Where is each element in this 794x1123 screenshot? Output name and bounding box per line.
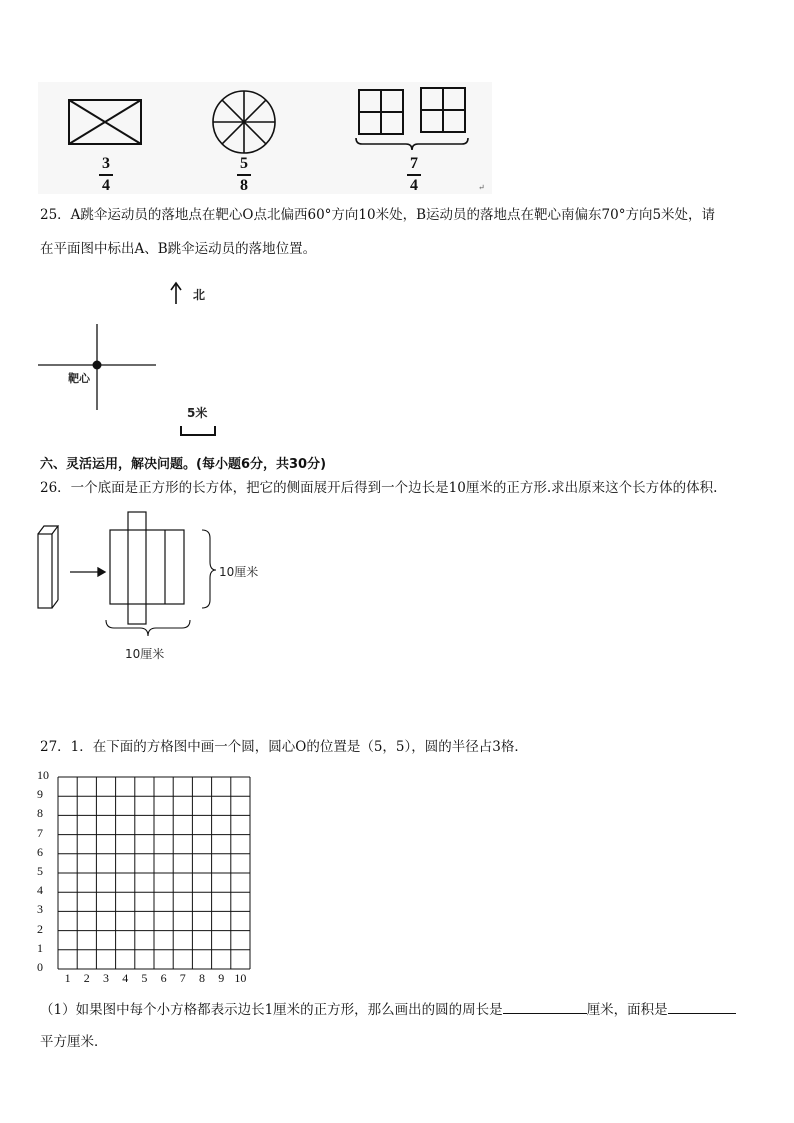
fraction-numerator: 7 bbox=[410, 155, 418, 172]
perimeter-answer-blank[interactable] bbox=[503, 999, 587, 1014]
arrow-right bbox=[70, 568, 105, 576]
svg-text:↵: ↵ bbox=[478, 183, 485, 192]
north-arrow bbox=[171, 283, 181, 304]
coordinate-grid bbox=[57, 776, 251, 970]
section-six-heading: 六、灵活运用，解决问题。(每小题6分，共30分) bbox=[40, 457, 327, 472]
sub1-text-part2: 厘米，面积是 bbox=[586, 1002, 668, 1018]
fraction-bar bbox=[407, 174, 421, 176]
y-tick-label: 6 bbox=[37, 844, 43, 859]
x-tick-label: 8 bbox=[199, 971, 205, 985]
fraction-five-eighths bbox=[224, 155, 264, 195]
fraction-bar bbox=[99, 174, 113, 176]
circle-eighths bbox=[213, 91, 275, 153]
scale-bar bbox=[181, 426, 215, 435]
grid-x-axis-labels bbox=[57, 971, 257, 987]
fraction-denominator: 8 bbox=[240, 177, 248, 194]
x-tick-label: 9 bbox=[218, 971, 225, 985]
fraction-bar bbox=[237, 174, 251, 176]
x-tick-label: 5 bbox=[141, 971, 148, 985]
scale-label: 5米 bbox=[187, 406, 208, 420]
unfolded-net bbox=[110, 512, 184, 624]
y-tick-label: 2 bbox=[37, 921, 43, 936]
cuboid-unfold-diagram bbox=[36, 508, 236, 644]
bullseye-center-dot bbox=[93, 361, 102, 370]
y-tick-label: 5 bbox=[37, 864, 43, 878]
x-tick-label: 10 bbox=[234, 971, 247, 985]
cuboid-3d bbox=[38, 526, 58, 608]
x-tick-label: 1 bbox=[64, 971, 71, 985]
width-dimension-label: 10厘米 bbox=[125, 647, 165, 661]
question-27-sub1 bbox=[40, 999, 736, 1019]
question-25-line2: 在平面图中标出A、B跳伞运动员的落地位置。 bbox=[40, 241, 317, 257]
question-27-sub1-line2: 平方厘米． bbox=[40, 1034, 108, 1050]
x-tick-label: 3 bbox=[103, 971, 109, 985]
question-25-line1: 25．A跳伞运动员的落地点在靶心O点北偏西60°方向10米处，B运动员的落地点在靶心南偏东70°方向5米处，请 bbox=[40, 207, 716, 223]
bullseye-label: 靶心 bbox=[68, 372, 90, 385]
x-tick-label: 4 bbox=[122, 971, 129, 985]
y-tick-label: 10 bbox=[37, 768, 49, 782]
sub1-text-part1: （1）如果图中每个小方格都表示边长1厘米的正方形，那么画出的圆的周长是 bbox=[40, 1002, 503, 1018]
y-tick-label: 0 bbox=[37, 960, 43, 974]
bottom-brace bbox=[106, 620, 190, 636]
fraction-denominator: 4 bbox=[410, 177, 418, 194]
question-26-text: 26．一个底面是正方形的长方体，把它的侧面展开后得到一个边长是10厘米的正方形.求出原来这个长方体的体积. bbox=[40, 480, 718, 496]
y-tick-label: 1 bbox=[37, 940, 43, 955]
fraction-denominator: 4 bbox=[102, 177, 110, 194]
grid-y-axis-labels bbox=[37, 769, 53, 979]
x-tick-label: 6 bbox=[160, 971, 167, 985]
right-brace bbox=[202, 530, 216, 608]
y-tick-label: 3 bbox=[37, 902, 43, 917]
height-dimension-label: 10厘米 bbox=[219, 565, 259, 579]
fraction-numerator: 3 bbox=[102, 155, 110, 172]
question-27-text: 27．1．在下面的方格图中画一个圆，圆心O的位置是（5，5），圆的半径占3格． bbox=[40, 739, 528, 755]
rectangle-with-diagonals bbox=[69, 100, 141, 144]
fraction-three-quarters bbox=[86, 155, 126, 195]
fraction-seven-quarters bbox=[394, 155, 434, 195]
x-tick-label: 7 bbox=[179, 971, 186, 985]
fraction-numerator: 5 bbox=[240, 155, 248, 172]
x-tick-label: 2 bbox=[83, 971, 90, 985]
y-tick-label: 9 bbox=[37, 787, 43, 802]
area-answer-blank[interactable] bbox=[668, 999, 736, 1014]
two-quartered-squares bbox=[359, 88, 465, 134]
y-tick-label: 8 bbox=[37, 806, 43, 821]
y-tick-label: 4 bbox=[37, 883, 43, 898]
brace bbox=[356, 138, 468, 150]
north-label: 北 bbox=[193, 288, 206, 302]
y-tick-label: 7 bbox=[37, 825, 43, 840]
